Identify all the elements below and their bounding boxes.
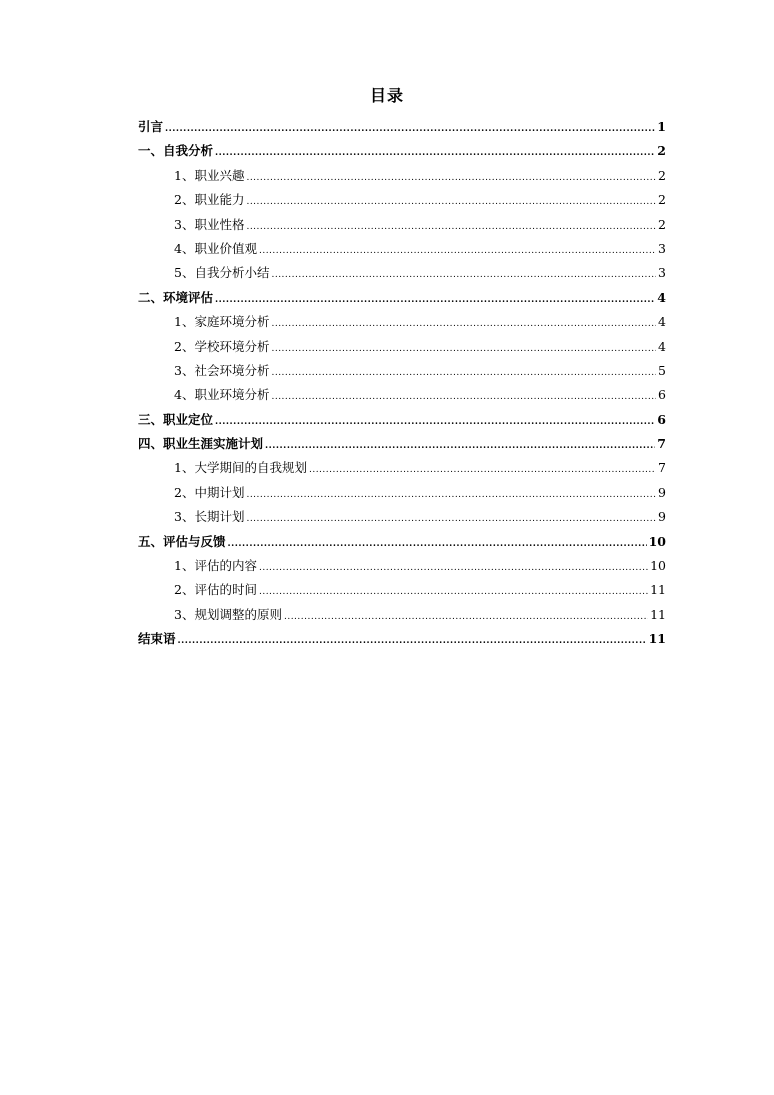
toc-entry-title: 三、职业定位 [138, 411, 214, 427]
toc-entry-title: 1、大学期间的自我规划 [174, 460, 307, 476]
toc-entry-page-number: 7 [657, 436, 666, 452]
toc-entry[interactable] [138, 628, 666, 652]
toc-entry[interactable] [138, 214, 666, 238]
toc-entry-page-number: 10 [650, 558, 666, 574]
toc-entry-page-number: 3 [658, 240, 666, 256]
toc-entry-page-number: 1 [657, 119, 666, 134]
toc-dot-leader [271, 344, 656, 354]
toc-entry-title: 3、长期计划 [174, 509, 245, 525]
toc-entry-page-number: 5 [658, 362, 666, 378]
toc-dot-leader [178, 636, 647, 646]
toc-entry[interactable] [138, 238, 666, 262]
toc-dot-leader [246, 173, 656, 183]
toc-entry-title: 3、社会环境分析 [174, 362, 270, 378]
toc-entry-page-number: 6 [658, 387, 666, 403]
toc-entry-page-number: 4 [658, 314, 666, 330]
toc-entry-title: 五、评估与反馈 [138, 533, 226, 549]
toc-entry[interactable] [138, 116, 666, 140]
toc-entry-page-number: 6 [657, 411, 666, 427]
toc-dot-leader [246, 197, 656, 207]
toc-entry-title: 1、家庭环境分析 [174, 314, 270, 330]
toc-entry-title: 2、中期计划 [174, 484, 245, 500]
toc-dot-leader [259, 587, 648, 597]
toc-entry-page-number: 2 [658, 192, 666, 208]
toc-dot-leader [165, 124, 655, 134]
toc-entry-title: 1、评估的内容 [174, 558, 257, 574]
toc-dot-leader [228, 539, 647, 549]
toc-entry-title: 4、职业环境分析 [174, 387, 270, 403]
toc-entry-title: 3、规划调整的原则 [174, 606, 282, 622]
toc-dot-leader [265, 441, 655, 451]
toc-entry-title: 四、职业生涯实施计划 [138, 436, 264, 452]
toc-entry-title: 引言 [138, 119, 164, 134]
toc-dot-leader [215, 148, 655, 158]
toc-entry[interactable] [138, 287, 666, 311]
toc-entry-page-number: 3 [658, 265, 666, 281]
toc-dot-leader [246, 514, 656, 524]
toc-entry-page-number: 9 [658, 509, 666, 525]
toc-entry[interactable] [138, 457, 666, 481]
toc-entry-page-number: 10 [648, 533, 666, 549]
toc-dot-leader [271, 368, 656, 378]
toc-dot-leader [271, 392, 656, 402]
toc-entry-title: 5、自我分析小结 [174, 265, 270, 281]
toc-entry[interactable] [138, 140, 666, 164]
toc-entry-title: 二、环境评估 [138, 289, 214, 305]
toc-entry-page-number: 4 [657, 289, 666, 305]
toc-entry-title: 2、评估的时间 [174, 582, 257, 598]
toc-dot-leader [271, 319, 656, 329]
toc-entry-page-number: 4 [658, 338, 666, 354]
toc-entry-page-number: 2 [658, 216, 666, 232]
toc-dot-leader [215, 295, 655, 305]
toc-entry[interactable] [138, 409, 666, 433]
toc-entry[interactable] [138, 336, 666, 360]
toc-entry[interactable] [138, 165, 666, 189]
toc-dot-leader [215, 417, 655, 427]
toc-entry-page-number: 11 [648, 631, 666, 647]
toc-dot-leader [246, 222, 656, 232]
toc-entry[interactable] [138, 189, 666, 213]
toc-dot-leader [246, 490, 656, 500]
toc-entry-title: 1、职业兴趣 [174, 167, 245, 183]
page-title: 目录 [369, 86, 404, 105]
toc-entry[interactable] [138, 506, 666, 530]
toc-entry-title: 2、学校环境分析 [174, 338, 270, 354]
toc-entry[interactable] [138, 555, 666, 579]
toc-entry-page-number: 11 [650, 606, 666, 622]
toc-dot-leader [284, 612, 648, 622]
toc-entry[interactable] [138, 360, 666, 384]
toc-entry-title: 2、职业能力 [174, 192, 245, 208]
toc-dot-leader [259, 563, 648, 573]
toc-entry[interactable] [138, 482, 666, 506]
toc-entry[interactable] [138, 531, 666, 555]
toc-entry[interactable] [138, 262, 666, 286]
toc-entry-title: 3、职业性格 [174, 216, 245, 232]
toc-entry-page-number: 7 [658, 460, 666, 476]
toc-entry-page-number: 2 [657, 143, 666, 159]
toc-dot-leader [259, 246, 656, 256]
toc-entry-title: 一、自我分析 [138, 143, 214, 159]
toc-entry-title: 4、职业价值观 [174, 240, 257, 256]
toc-entry-title: 结束语 [138, 631, 176, 647]
toc-entry-page-number: 9 [658, 484, 666, 500]
toc-entry-page-number: 2 [658, 167, 666, 183]
toc-entry[interactable] [138, 604, 666, 628]
toc-entry-page-number: 11 [650, 582, 666, 598]
toc-entry[interactable] [138, 311, 666, 335]
toc-entry[interactable] [138, 384, 666, 408]
toc-dot-leader [271, 270, 656, 280]
toc-entry[interactable] [138, 433, 666, 457]
toc-entry[interactable] [138, 579, 666, 603]
table-of-contents [138, 116, 666, 653]
toc-dot-leader [309, 465, 656, 475]
